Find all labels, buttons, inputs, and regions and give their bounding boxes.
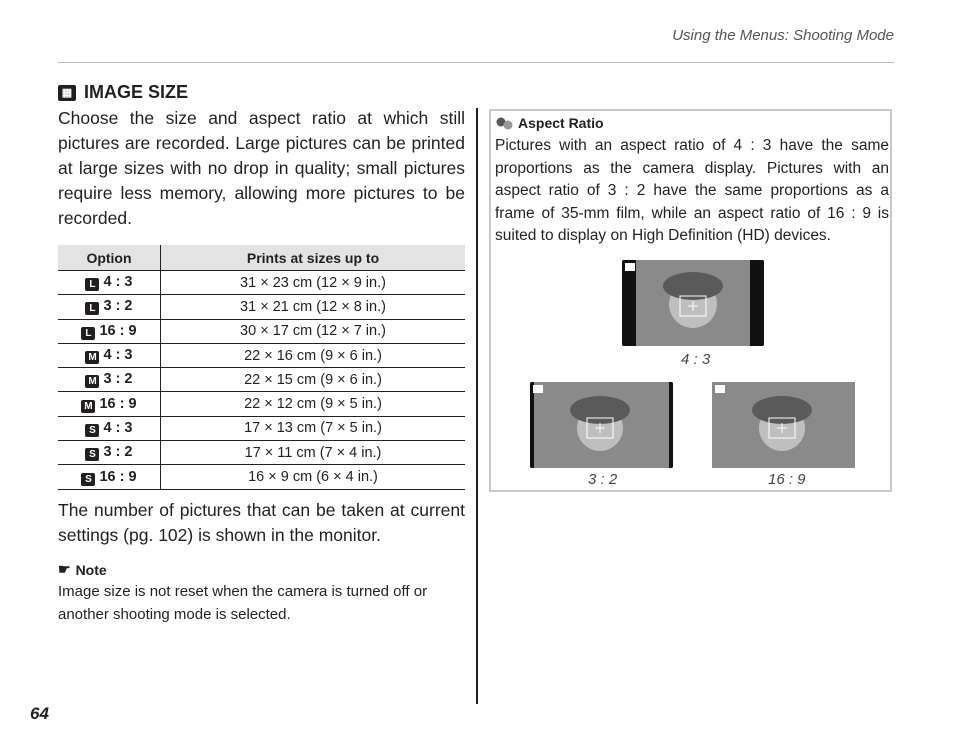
table-row [58,416,465,440]
size-s-icon: S [85,424,99,437]
option-cell [58,271,161,295]
aspect-ratio-value: 4 : 3 [103,419,133,436]
print-size-cell: 22 × 15 cm (9 × 6 in.) [161,368,466,392]
caption-3-2: 3 : 2 [588,471,618,488]
print-size-cell: 30 × 17 cm (12 × 7 in.) [161,319,466,343]
print-size-cell: 22 × 16 cm (9 × 6 in.) [161,343,466,367]
option-cell [58,392,161,416]
image-size-table [58,245,465,490]
running-header: Using the Menus: Shooting Mode [672,27,894,44]
option-cell [58,441,161,465]
aspect-ratio-heading [496,115,604,131]
size-m-icon: M [81,400,95,413]
size-m-icon: M [85,375,99,388]
table-header-prints: Prints at sizes up to [161,245,466,271]
print-size-cell: 16 × 9 cm (6 × 4 in.) [161,465,466,489]
aspect-ratio-title: Aspect Ratio [518,115,604,131]
aspect-ratio-value: 4 : 3 [103,347,133,364]
tip-icon [496,116,514,130]
size-l-icon: L [85,278,99,291]
print-size-cell: 22 × 12 cm (9 × 5 in.) [161,392,466,416]
aspect-ratio-value: 3 : 2 [103,444,133,461]
size-l-icon: L [81,327,95,340]
aspect-ratio-text: Pictures with an aspect ratio of 4 : 3 have the same proportions as the camera display. Pictures with an aspect ratio of 3 : 2 have the same proportions as a frame of 35-mm film, while an aspect ratio of 16 : 9 is suited to display on High Definition (HD) devices. [495,137,889,244]
note-label: Note [75,561,107,578]
table-row [58,392,465,416]
aspect-ratio-box [489,109,892,492]
option-cell [58,319,161,343]
column-divider [476,108,478,704]
size-m-icon: M [85,351,99,364]
size-s-icon: S [85,448,99,461]
caption-16-9: 16 : 9 [768,471,806,488]
after-table-paragraph: The number of pictures that can be taken at current settings (pg. 102) is shown in the monitor. [58,500,465,545]
aspect-ratio-value: 16 : 9 [99,468,137,485]
image-size-menu-icon: ▦ [58,85,76,101]
print-size-cell: 31 × 23 cm (12 × 9 in.) [161,271,466,295]
intro-paragraph: Choose the size and aspect ratio at which still pictures are recorded. Large pictures can be printed at large sizes with no drop in quality; small pictures require less memory, allowing more pictures to be recorded. [58,108,465,228]
page-number: 64 [30,704,49,723]
sample-photo-4-3 [622,260,764,346]
pointing-hand-icon: ☛ [58,561,71,577]
size-l-icon: L [85,302,99,315]
note-text: Image size is not reset when the camera is turned off or another shooting mode is selected. [58,583,428,623]
note-heading [58,561,107,578]
table-row [58,465,465,489]
table-row [58,343,465,367]
photo-16-9 [712,382,855,468]
print-size-cell: 31 × 21 cm (12 × 8 in.) [161,295,466,319]
table-row [58,368,465,392]
section-title-text: IMAGE SIZE [84,82,189,102]
option-cell [58,416,161,440]
photo-4-3 [622,260,764,346]
aspect-ratio-value: 16 : 9 [99,322,137,339]
sample-photo-3-2 [530,382,673,468]
option-cell [58,295,161,319]
table-row [58,295,465,319]
size-s-icon: S [81,473,95,486]
option-cell [58,368,161,392]
header-rule [58,62,894,63]
option-cell [58,465,161,489]
aspect-ratio-value: 3 : 2 [103,298,133,315]
table-row [58,271,465,295]
aspect-ratio-value: 16 : 9 [99,395,137,412]
print-size-cell: 17 × 13 cm (7 × 5 in.) [161,416,466,440]
print-size-cell: 17 × 11 cm (7 × 4 in.) [161,441,466,465]
table-row [58,441,465,465]
aspect-ratio-value: 4 : 3 [103,274,133,291]
table-header-option: Option [58,245,161,271]
photo-3-2 [530,382,673,468]
sample-photo-16-9 [712,382,855,468]
table-row [58,319,465,343]
option-cell [58,343,161,367]
section-title [58,82,188,103]
aspect-ratio-value: 3 : 2 [103,371,133,388]
caption-4-3: 4 : 3 [681,351,711,368]
